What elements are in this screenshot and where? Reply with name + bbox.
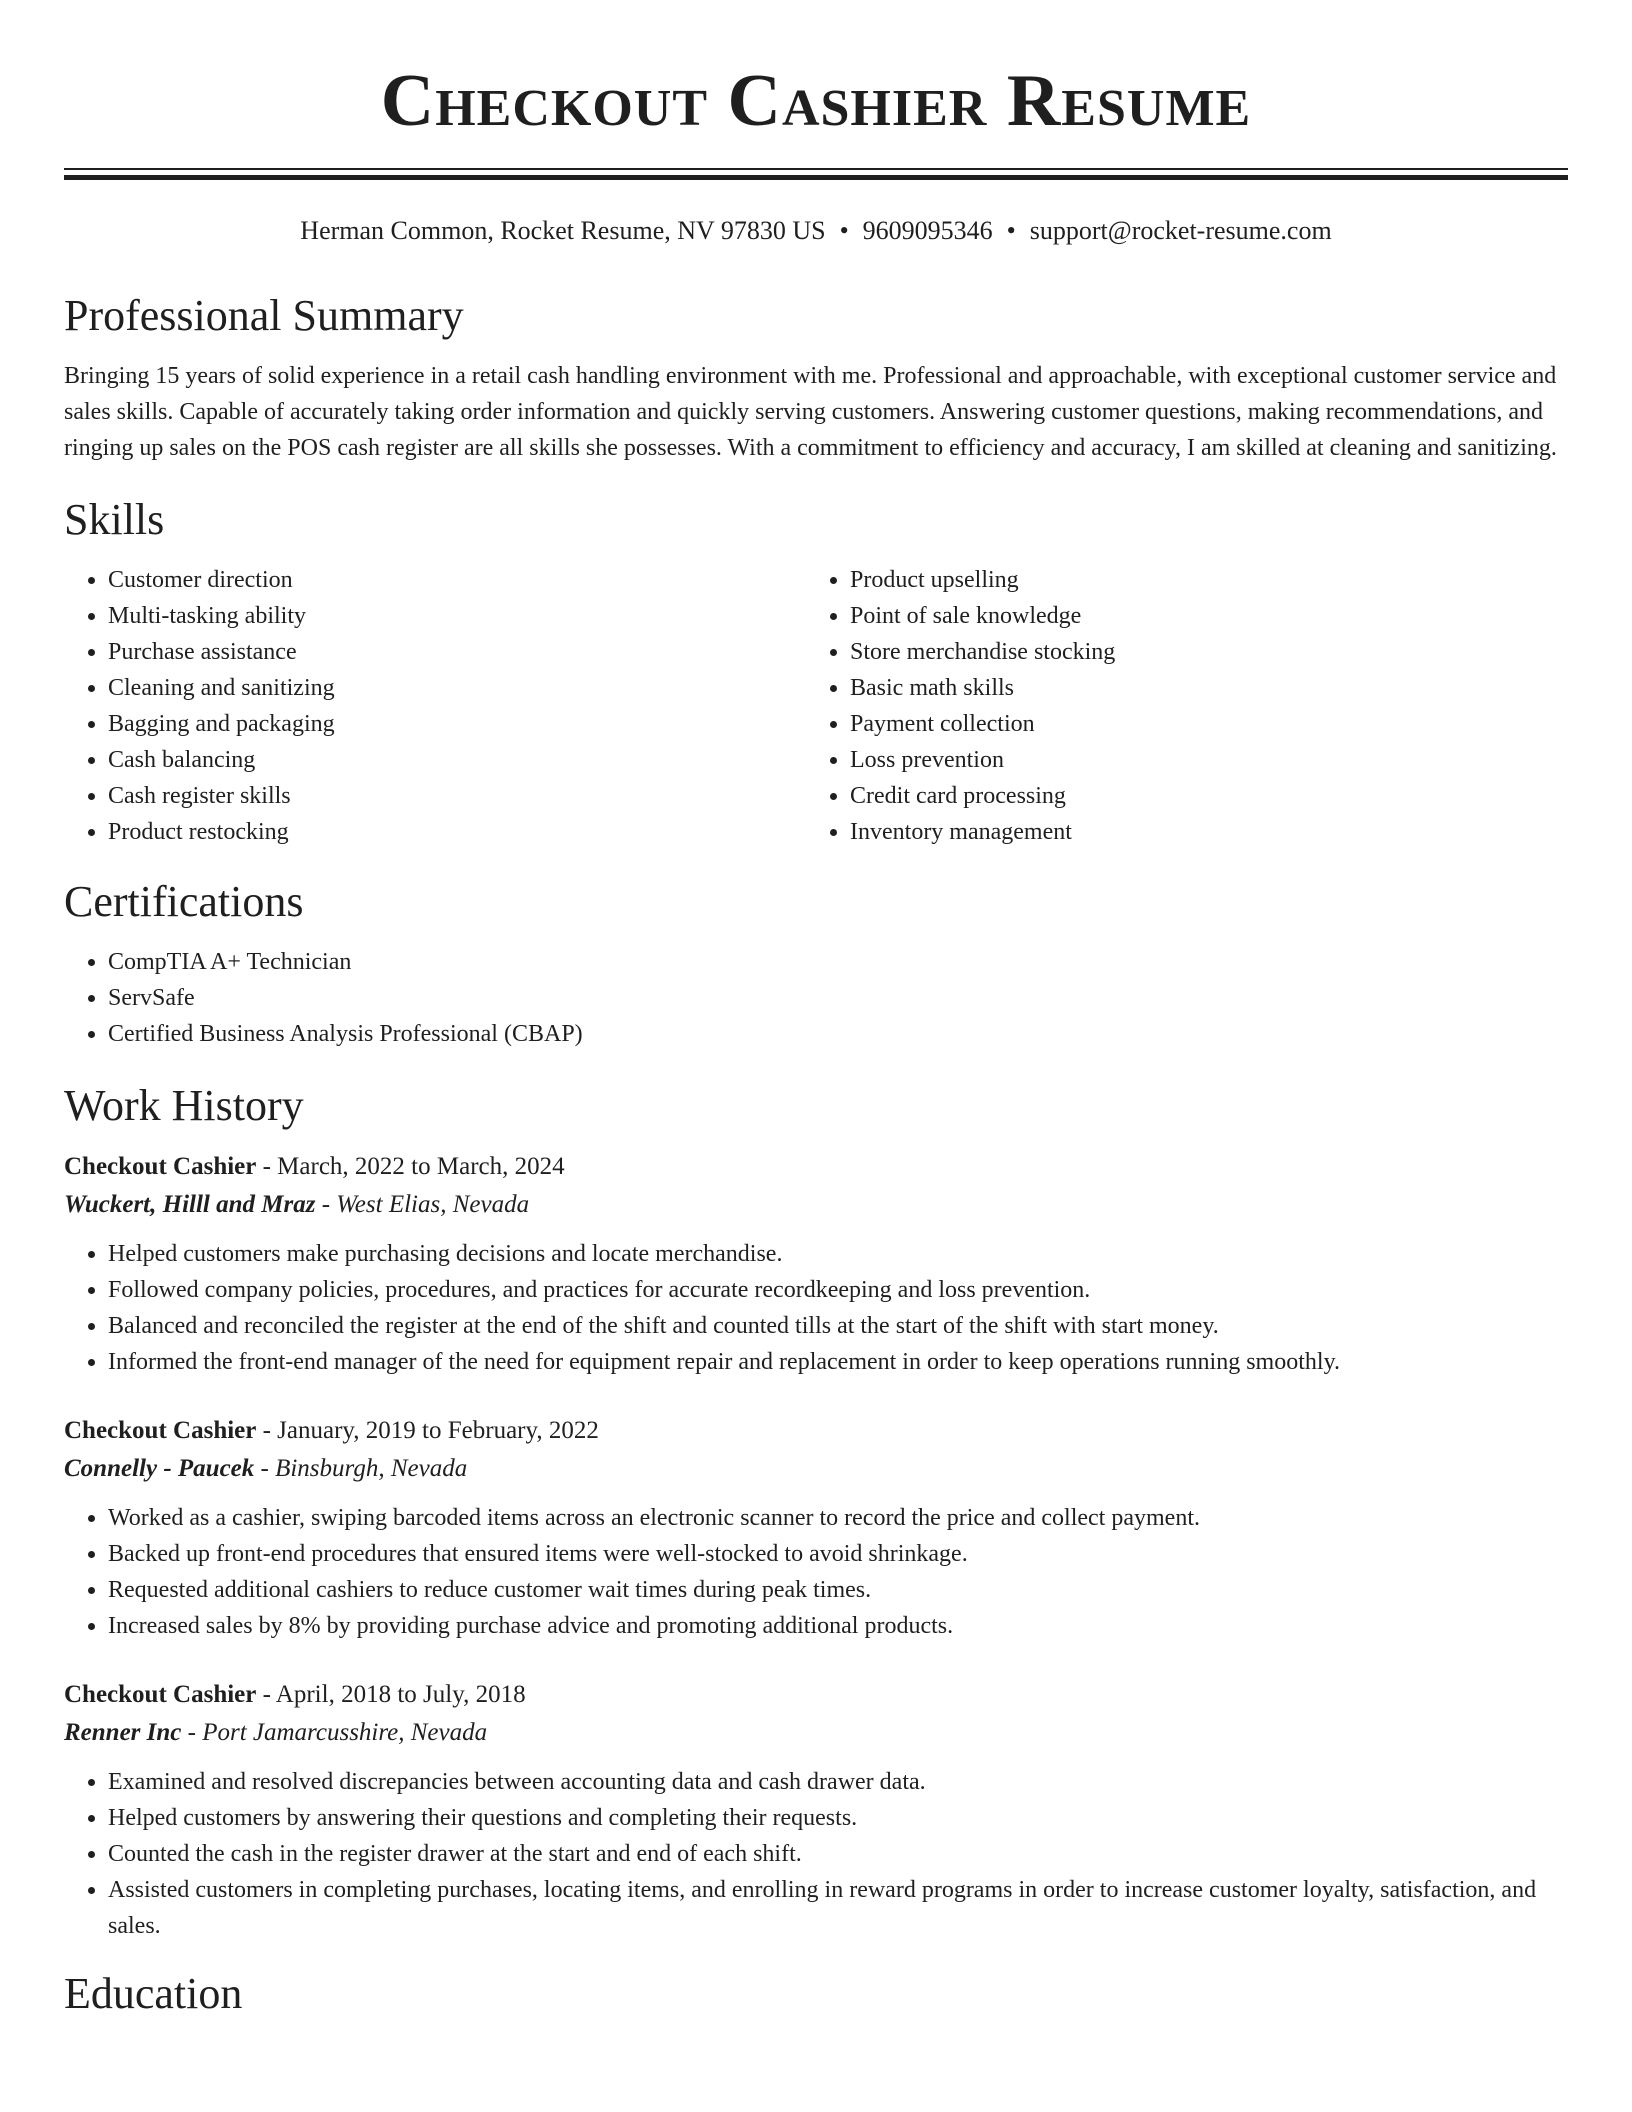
job-dates: - March, 2022 to March, 2024 bbox=[256, 1153, 565, 1180]
skills-list bbox=[64, 562, 1568, 850]
job-duties bbox=[64, 1764, 1568, 1944]
job-duty: • Backed up front-end procedures that ensured items were well-stocked to avoid shrinkage. bbox=[108, 1536, 1568, 1572]
skill-item: • Store merchandise stocking bbox=[850, 634, 1548, 670]
skills-column-left bbox=[64, 562, 806, 850]
resume-title: Checkout Cashier Resume bbox=[380, 60, 1252, 142]
certification-item: • ServSafe bbox=[108, 980, 1568, 1016]
section-heading-summary: Professional Summary bbox=[64, 291, 464, 340]
summary-text: Bringing 15 years of solid experience in a retail cash handling environment with me. Professional and approachable, with exceptional customer service and sales skills. Capable of accurately taking order information and quickly serving customers. Answering customer questions, making recommendations, and ringing up sales on the POS cash register are all skills she possesses. With a commitment to efficiency and accuracy, I am skilled at cleaning and sanitizing. bbox=[64, 363, 1557, 461]
contact-separator: • bbox=[1006, 216, 1016, 245]
job-company: Renner Inc bbox=[64, 1719, 182, 1746]
resume-body bbox=[64, 290, 1568, 2036]
certifications-list bbox=[64, 944, 1568, 1052]
job-duties bbox=[64, 1500, 1568, 1644]
skill-item: • Inventory management bbox=[850, 814, 1548, 850]
job-duty: • Informed the front-end manager of the need for equipment repair and replacement in order to keep operations running smoothly. bbox=[108, 1344, 1568, 1380]
contact-email: support@rocket-resume.com bbox=[1029, 216, 1332, 245]
job-duty: • Worked as a cashier, swiping barcoded items across an electronic scanner to record the price and collect payment. bbox=[108, 1500, 1568, 1536]
job-entry bbox=[64, 1148, 1568, 1380]
job-duty: • Increased sales by 8% by providing purchase advice and promoting additional products. bbox=[108, 1608, 1568, 1644]
section-heading-work-history: Work History bbox=[64, 1081, 304, 1130]
job-duty: • Examined and resolved discrepancies between accounting data and cash drawer data. bbox=[108, 1764, 1568, 1800]
job-duty: • Followed company policies, procedures, and practices for accurate recordkeeping and loss prevention. bbox=[108, 1272, 1568, 1308]
skills-column-right bbox=[806, 562, 1548, 850]
skill-item: • Cash register skills bbox=[108, 778, 806, 814]
job-location: - Port Jamarcusshire, Nevada bbox=[181, 1719, 488, 1746]
job-location: - West Elias, Nevada bbox=[315, 1191, 530, 1218]
skill-item: • Product restocking bbox=[108, 814, 806, 850]
section-heading-education: Education bbox=[64, 1969, 243, 2018]
job-title-line bbox=[64, 1148, 1568, 1186]
skill-item: • Point of sale knowledge bbox=[850, 598, 1548, 634]
job-company: Connelly - Paucek bbox=[64, 1455, 255, 1482]
skill-item: • Product upselling bbox=[850, 562, 1548, 598]
job-title: Checkout Cashier bbox=[64, 1153, 257, 1180]
job-title: Checkout Cashier bbox=[64, 1417, 257, 1444]
certification-item: • CompTIA A+ Technician bbox=[108, 944, 1568, 980]
skill-item: • Cash balancing bbox=[108, 742, 806, 778]
job-title: Checkout Cashier bbox=[64, 1681, 257, 1708]
contact-address: Herman Common, Rocket Resume, NV 97830 US bbox=[300, 216, 826, 245]
job-duty: • Helped customers make purchasing decisions and locate merchandise. bbox=[108, 1236, 1568, 1272]
job-company-line bbox=[64, 1186, 1568, 1224]
skill-item: • Basic math skills bbox=[850, 670, 1548, 706]
skill-item: • Customer direction bbox=[108, 562, 806, 598]
job-title-line bbox=[64, 1676, 1568, 1714]
job-company: Wuckert, Hilll and Mraz bbox=[64, 1191, 316, 1218]
job-location: - Binsburgh, Nevada bbox=[254, 1455, 468, 1482]
job-duty: • Requested additional cashiers to reduce customer wait times during peak times. bbox=[108, 1572, 1568, 1608]
job-duty: • Helped customers by answering their questions and completing their requests. bbox=[108, 1800, 1568, 1836]
job-duty: • Counted the cash in the register drawer at the start and end of each shift. bbox=[108, 1836, 1568, 1872]
job-duties bbox=[64, 1236, 1568, 1380]
job-title-line bbox=[64, 1412, 1568, 1450]
section-heading-skills: Skills bbox=[64, 495, 165, 544]
job-duty: • Balanced and reconciled the register at the end of the shift and counted tills at the start of the shift with start money. bbox=[108, 1308, 1568, 1344]
skill-item: • Payment collection bbox=[850, 706, 1548, 742]
skill-item: • Bagging and packaging bbox=[108, 706, 806, 742]
certification-item: • Certified Business Analysis Professional (CBAP) bbox=[108, 1016, 1568, 1052]
job-company-line bbox=[64, 1450, 1568, 1488]
job-duty: • Assisted customers in completing purchases, locating items, and enrolling in reward programs in order to increase customer loyalty, satisfaction, and sales. bbox=[108, 1872, 1568, 1944]
job-entry bbox=[64, 1676, 1568, 1944]
job-dates: - January, 2019 to February, 2022 bbox=[256, 1417, 599, 1444]
contact-separator: • bbox=[839, 216, 849, 245]
skill-item: • Cleaning and sanitizing bbox=[108, 670, 806, 706]
skill-item: • Credit card processing bbox=[850, 778, 1548, 814]
skill-item: • Loss prevention bbox=[850, 742, 1548, 778]
job-company-line bbox=[64, 1714, 1568, 1752]
section-heading-certifications: Certifications bbox=[64, 877, 304, 926]
skill-item: • Purchase assistance bbox=[108, 634, 806, 670]
job-dates: - April, 2018 to July, 2018 bbox=[256, 1681, 526, 1708]
contact-line bbox=[0, 215, 1632, 247]
header-rule-thick bbox=[64, 175, 1568, 180]
contact-phone: 9609095346 bbox=[862, 216, 993, 245]
header-rule-thin bbox=[64, 168, 1568, 170]
skill-item: • Multi-tasking ability bbox=[108, 598, 806, 634]
job-entry bbox=[64, 1412, 1568, 1644]
